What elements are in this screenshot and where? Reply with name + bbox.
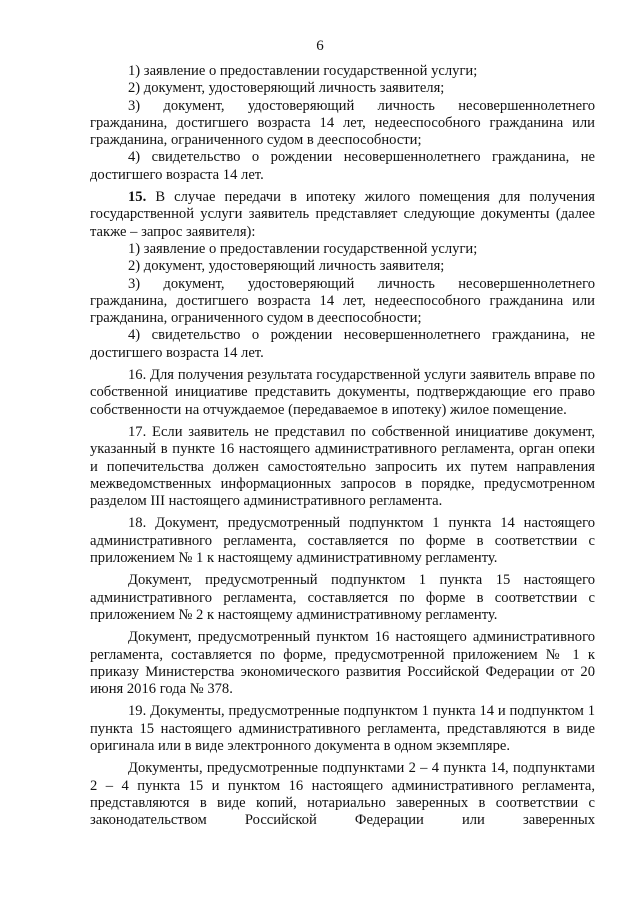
list-item: 4) свидетельство о рождении несовершеннолетнего гражданина, не достигшего возраста 14 лет.	[90, 149, 595, 183]
clause-18: 18. Документ, предусмотренный подпунктом 1 пункта 14 настоящего административного регламента, составляется по форме в соответствии с приложением № 1 к настоящему административному регламенту.	[90, 515, 595, 567]
list-item: 2) документ, удостоверяющий личность заявителя;	[128, 80, 445, 97]
document-body	[90, 63, 595, 829]
list-item: 1) заявление о предоставлении государственной услуги;	[128, 240, 478, 257]
paragraph: Документы, предусмотренные подпунктами 2 – 4 пункта 14, подпунктами 2 – 4 пункта 15 и пунктом 16 настоящего административного регламента, представляются в виде копий, нотариально заверенных в соответствии с законодательством Российской Федерации или заверенных	[90, 760, 595, 829]
clause-number: 15.	[128, 189, 147, 206]
paragraph: Документ, предусмотренный подпунктом 1 пункта 15 настоящего административного регламента, составляется по форме в соответствии с приложением № 2 к настоящему административному регламенту.	[90, 572, 595, 623]
clause-19: 19. Документы, предусмотренные подпунктом 1 пункта 14 и подпунктом 1 пункта 15 настоящего административного регламента, представляются в виде оригинала или в виде электронного документа в одном экземпляре.	[90, 703, 595, 754]
list-item: 1) заявление о предоставлении государственной услуги;	[128, 63, 478, 79]
paragraph: Документ, предусмотренный пунктом 16 настоящего административного регламента, составляется по форме, предусмотренной приложением № 1 к приказу Министерства экономического развития Российской Федерации от 20 июня 2016 года № 378.	[90, 629, 595, 698]
list-item: 3) документ, удостоверяющий личность несовершеннолетнего гражданина, достигшего возраста 14 лет, недееспособного гражданина или гражданина, ограниченного судом в дееспособности;	[90, 275, 595, 327]
list-item: 4) свидетельство о рождении несовершеннолетнего гражданина, не достигшего возраста 14 лет.	[90, 327, 595, 361]
list-item: 3) документ, удостоверяющий личность несовершеннолетнего гражданина, достигшего возраста 14 лет, недееспособного гражданина или гражданина, ограниченного судом в дееспособности;	[90, 97, 595, 149]
clause-text: В случае передачи в ипотеку жилого помещения для получения государственной услуги заявитель представляет следующие документы (далее также – запрос заявителя):	[90, 189, 595, 240]
page-number: 6	[316, 38, 324, 54]
list-item: 2) документ, удостоверяющий личность заявителя;	[128, 258, 445, 275]
clause-16: 16. Для получения результата государственной услуги заявитель вправе по собственной инициативе представить документы, подтверждающие его право собственности на отчуждаемое (передаваемое в ипотеку) жилое помещение.	[90, 367, 595, 418]
clause-17: 17. Если заявитель не представил по собственной инициативе документ, указанный в пункте 16 настоящего административного регламента, орган опеки и попечительства должен самостоятельно запросить их путем направления межведомственных информационных запросов в порядке, предусмотренном разделом III настоящего административного регламента.	[90, 423, 595, 510]
clause-15	[90, 189, 595, 241]
